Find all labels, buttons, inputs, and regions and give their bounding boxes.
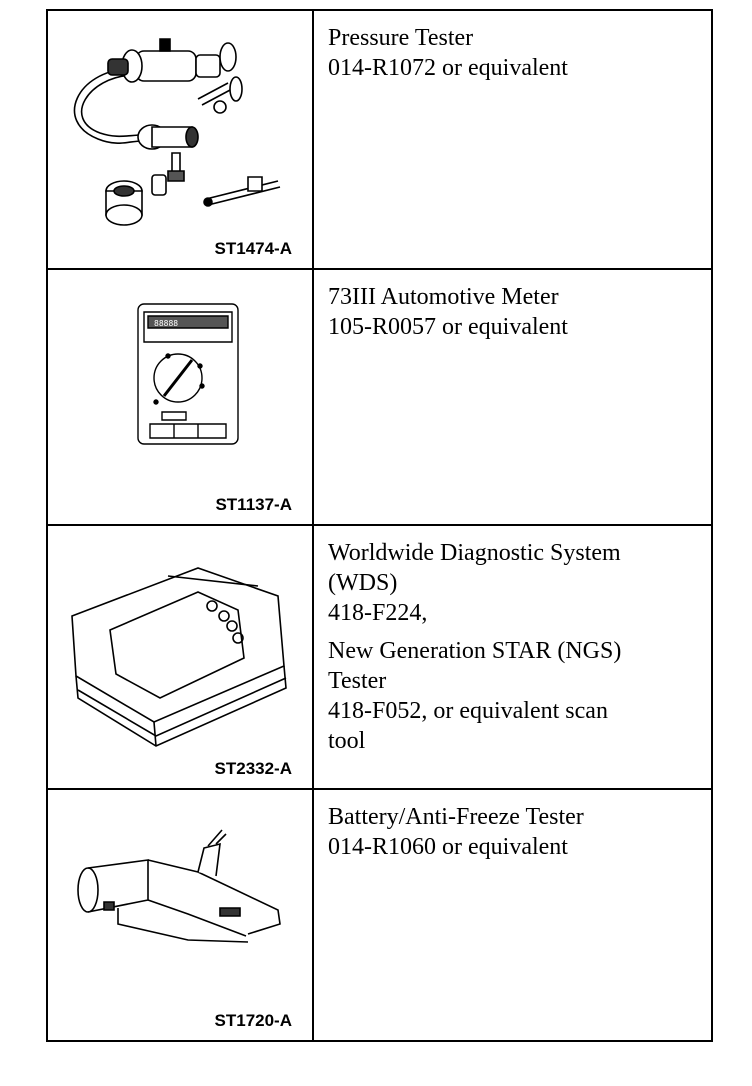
tool-number: 014-R1060 or equivalent (328, 834, 568, 860)
automotive-meter-icon (48, 270, 312, 524)
tool-description (316, 790, 711, 1040)
tool-description (316, 11, 711, 268)
tool-illustration-cell (48, 790, 314, 1040)
tool-row-automotive-meter (48, 268, 711, 524)
tool-number: tool (328, 728, 366, 754)
tool-row-pressure-tester (48, 11, 711, 268)
tool-description (316, 526, 711, 788)
scan-tool-icon (48, 526, 312, 788)
tool-part-code: ST1720-A (214, 1011, 292, 1030)
tool-name: Pressure Tester (328, 25, 474, 51)
tool-number: 418-F224, (328, 600, 428, 626)
tool-illustration-cell (48, 526, 314, 788)
tool-row-battery-antifreeze-tester (48, 788, 711, 1040)
tool-description (316, 270, 711, 524)
tool-name: Tester (328, 668, 387, 694)
tool-illustration-cell (48, 11, 314, 268)
tool-name: New Generation STAR (NGS) (328, 638, 622, 664)
svg-text:88888: 88888 (154, 319, 179, 328)
tool-number: 105-R0057 or equivalent (328, 314, 568, 340)
tool-row-scan-tool (48, 524, 711, 788)
special-tools-table (46, 9, 713, 1042)
tool-name: (WDS) (328, 570, 398, 596)
tool-part-code: ST1474-A (214, 239, 292, 258)
tool-name: Worldwide Diagnostic System (328, 540, 621, 566)
tool-name: 73III Automotive Meter (328, 284, 559, 310)
tool-part-code: ST2332-A (214, 759, 292, 778)
pressure-tester-icon (48, 11, 312, 266)
battery-antifreeze-tester-icon (48, 790, 312, 1040)
tool-part-code: ST1137-A (215, 495, 292, 514)
tool-illustration-cell (48, 270, 314, 524)
tool-name: Battery/Anti-Freeze Tester (328, 804, 584, 830)
tool-number: 014-R1072 or equivalent (328, 55, 568, 81)
tool-number: 418-F052, or equivalent scan (328, 698, 608, 724)
